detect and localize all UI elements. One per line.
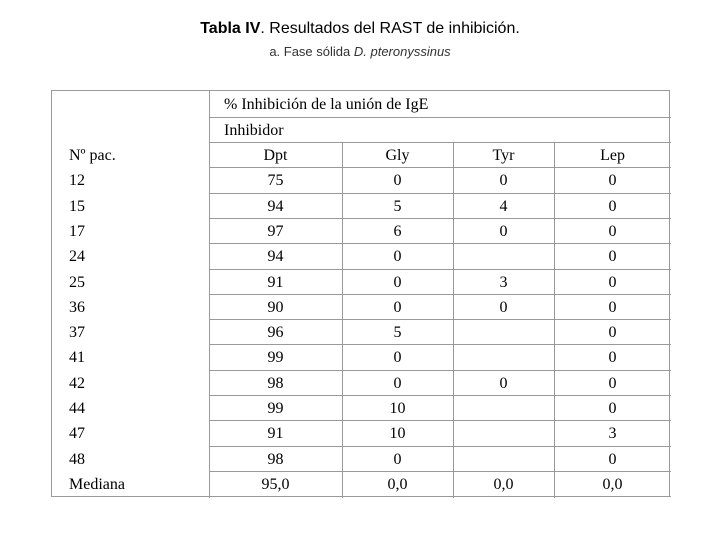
column-header: Lep (600, 147, 625, 164)
row-label: 36 (69, 298, 85, 316)
table-cell: 98 (267, 374, 284, 392)
table-cell: 90 (267, 298, 284, 316)
table-cell: 0 (608, 324, 617, 342)
column-header: Tyr (492, 147, 515, 164)
table-cell: 0 (608, 222, 617, 240)
table-title (0, 20, 720, 38)
table-cell: 0 (608, 349, 617, 367)
table-cell: 0,0 (602, 475, 623, 493)
table-cell: 3 (499, 273, 508, 291)
table-cell: 0 (608, 400, 617, 417)
table-cell: 0 (608, 374, 617, 392)
table-cell: 99 (267, 400, 284, 417)
table-cell: 0,0 (493, 475, 514, 493)
table-cell: 0 (608, 197, 617, 215)
row-label: Mediana (69, 475, 125, 493)
table-cell: 10 (389, 400, 406, 417)
table-cell: 0 (499, 172, 508, 190)
table-cell: 0 (393, 374, 402, 392)
table-cell: 99 (267, 349, 284, 367)
table-cell: 0 (608, 172, 617, 190)
table-cell: 91 (267, 273, 284, 291)
row-label: 12 (69, 172, 85, 190)
table-cell: 0 (608, 298, 617, 316)
column-header: Nº pac. (69, 147, 116, 164)
row-label: 41 (69, 349, 85, 367)
table-cell: 0 (393, 349, 402, 367)
table-cell: 94 (267, 197, 284, 215)
subtitle-prefix: a. Fase sólida (269, 44, 354, 59)
row-label: 47 (69, 425, 85, 443)
table-cell: 0 (499, 222, 508, 240)
table-cell: 98 (267, 450, 284, 468)
table-cell: 0 (393, 273, 402, 291)
table-cell: 0 (393, 248, 402, 266)
row-label: 15 (69, 197, 85, 215)
table-cell: 0,0 (387, 475, 408, 493)
table-cell: 4 (499, 197, 508, 215)
subgroup-header: Inhibidor (224, 122, 284, 139)
table-cell: 0 (608, 248, 617, 266)
column-header: Dpt (263, 147, 288, 164)
row-label: 37 (69, 324, 85, 342)
table-cell: 0 (499, 374, 508, 392)
row-label: 24 (69, 248, 85, 266)
table-subtitle (0, 44, 720, 59)
table-cell: 97 (267, 222, 284, 240)
table-cell: 94 (267, 248, 284, 266)
table-cell: 6 (393, 222, 402, 240)
table-cell: 96 (267, 324, 284, 342)
group-header: % Inhibición de la unión de IgE (224, 96, 429, 113)
table-cell: 0 (608, 450, 617, 468)
table-cell: 95,0 (261, 475, 290, 493)
results-table (51, 90, 670, 497)
table-cell: 5 (393, 197, 402, 215)
row-label: 42 (69, 374, 85, 392)
subtitle-species: D. pteronyssinus (353, 44, 451, 59)
row-label: 48 (69, 450, 85, 468)
table-cell: 0 (393, 450, 402, 468)
table-cell: 0 (393, 298, 402, 316)
table-cell: 0 (608, 273, 617, 291)
table-cell: 0 (499, 298, 508, 316)
table-title-number: Tabla IV (200, 20, 261, 37)
table-cell: 0 (393, 172, 402, 190)
table-cell: 75 (267, 172, 284, 190)
table-title-text: . Resultados del RAST de inhibición. (260, 20, 520, 37)
column-header: Gly (385, 147, 410, 164)
row-label: 17 (69, 222, 85, 240)
row-label: 44 (69, 400, 85, 417)
table-cell: 91 (267, 425, 284, 443)
table-cell: 5 (393, 324, 402, 342)
row-label: 25 (69, 273, 85, 291)
table-cell: 3 (608, 425, 617, 443)
table-cell: 10 (389, 425, 406, 443)
